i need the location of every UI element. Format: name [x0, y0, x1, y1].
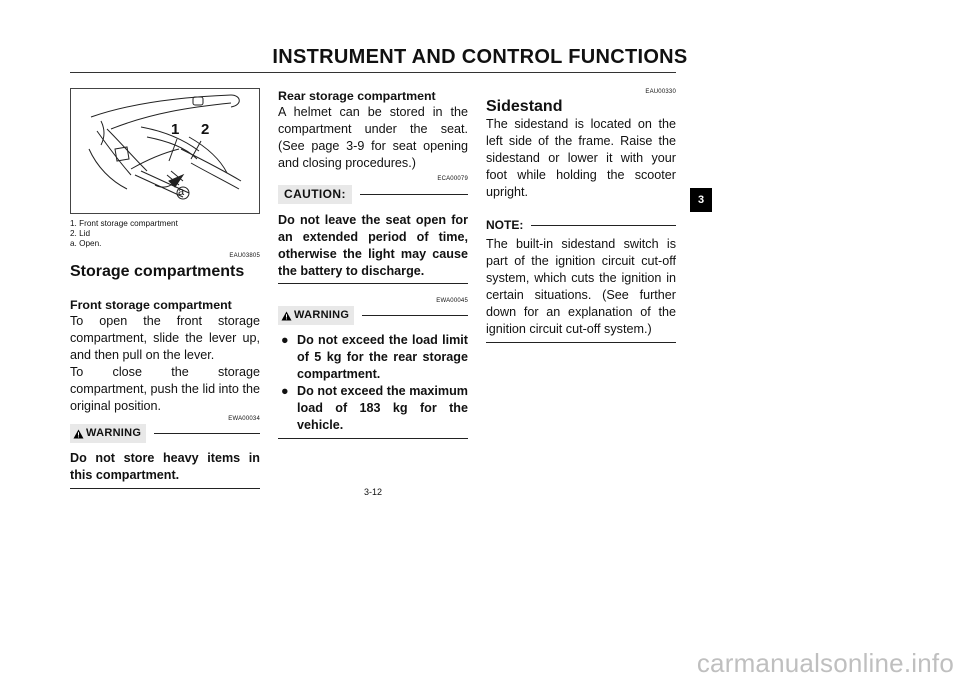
- warning2-bottom-rule: [278, 438, 468, 439]
- caution-top-rule: [360, 194, 468, 195]
- note-text: The built-in sidestand switch is part of the ignition circuit cut-off system, which cuts the ignition in certain situations. (See further down for an explanation of the ignition circuit cut-off system.): [486, 237, 676, 336]
- right-column: [486, 88, 676, 343]
- page-header-title: INSTRUMENT AND CONTROL FUNCTIONS: [272, 46, 688, 68]
- sidestand-text: The sidestand is located on the left side of the frame. Raise the sidestand or lower it with your foot while holding the scooter upright.: [486, 117, 676, 199]
- sidestand-heading: Sidestand: [486, 98, 563, 115]
- header-rule: [70, 72, 676, 73]
- warning-triangle-icon: [281, 311, 292, 321]
- note-label: NOTE:: [486, 218, 524, 232]
- caution-label: CAUTION:: [278, 185, 352, 204]
- rear-storage-text: A helmet can be stored in the compartment under the seat. (See page 3-9 for seat opening and closing procedures.): [278, 105, 468, 170]
- front-storage-heading: Front storage compartment: [70, 298, 232, 312]
- left-column: [70, 88, 260, 489]
- warning2-top-rule: [362, 315, 468, 316]
- watermark: carmanualsonline.info: [696, 648, 954, 678]
- warning2-bullet: ● Do not exceed the load limit of 5 kg for the rear storage compartment.: [278, 332, 468, 383]
- figure-legend-2: 2. Lid: [70, 229, 91, 238]
- warning-triangle-icon: [73, 429, 84, 439]
- figure-legend-a: a. Open.: [70, 239, 102, 248]
- warning1-text: Do not store heavy items in this compartment.: [70, 451, 260, 482]
- callout-2: 2: [201, 121, 210, 138]
- middle-column: [278, 88, 468, 439]
- scooter-storage-illustration: [71, 89, 259, 213]
- warning1-label: WARNING: [70, 424, 146, 443]
- warning2-bullet: ● Do not exceed the maximum load of 183 kg for the vehicle.: [278, 383, 468, 434]
- warning2-code: EWA00045: [436, 298, 468, 304]
- sidestand-code: EAU00330: [645, 89, 676, 95]
- page-number: 3-12: [363, 487, 382, 497]
- figure-frame: [70, 88, 260, 214]
- front-storage-open-text: To open the front storage compartment, slide the lever up, and then pull on the lever.: [70, 314, 260, 362]
- bullet-dot: ●: [281, 333, 289, 347]
- caution-text: Do not leave the seat open for an extended period of time, otherwise the light may cause the battery to discharge.: [278, 213, 468, 278]
- callout-a: a: [178, 186, 185, 198]
- storage-code: EAU03805: [229, 253, 260, 259]
- note-top-rule: [531, 225, 676, 226]
- warning2-label: WARNING: [278, 306, 354, 325]
- figure-legend-1: 1. Front storage compartment: [70, 219, 178, 228]
- callout-1: 1: [171, 121, 180, 138]
- rear-storage-heading: Rear storage compartment: [278, 89, 436, 103]
- caution-bottom-rule: [278, 283, 468, 284]
- warning1-top-rule: [154, 433, 260, 434]
- bullet-dot: ●: [281, 384, 289, 398]
- caution-code: ECA00079: [437, 176, 468, 182]
- warning1-code: EWA00034: [228, 416, 260, 422]
- section-tab: 3: [690, 188, 712, 212]
- front-storage-close-text: To close the storage compartment, push the lid into the original position.: [70, 365, 260, 413]
- note-bottom-rule: [486, 342, 676, 343]
- storage-heading: Storage compartments: [70, 263, 245, 280]
